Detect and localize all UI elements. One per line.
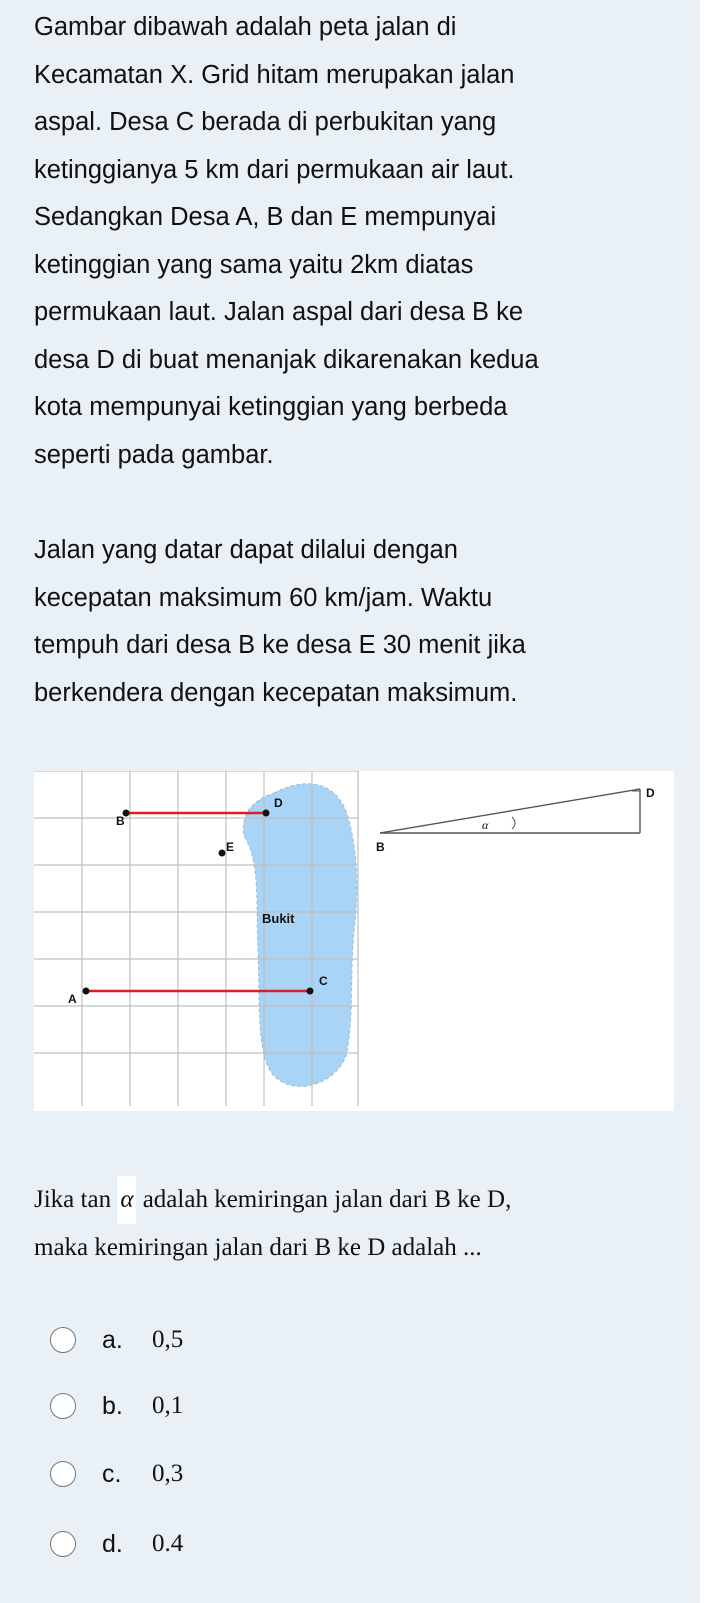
- map-figure: [34, 771, 674, 1111]
- prompt-line-2: maka kemiringan jalan dari B ke D adalah ...: [34, 1234, 482, 1261]
- page-right-margin: [700, 0, 724, 1603]
- option-value: 0,3: [152, 1460, 184, 1487]
- radio-button[interactable]: [50, 1531, 76, 1557]
- option-value: 0.4: [152, 1530, 184, 1557]
- radio-button[interactable]: [50, 1461, 76, 1487]
- question-line: Jalan yang datar dapat dilalui dengan: [34, 536, 458, 564]
- label-hill: Bukit: [262, 911, 295, 926]
- question-line: kota mempunyai ketinggian yang berbeda: [34, 393, 508, 421]
- question-line: desa D di buat menanjak dikarenakan kedua: [34, 345, 539, 374]
- question-prompt: [34, 1176, 674, 1272]
- option-a[interactable]: [50, 1320, 350, 1360]
- question-text: [34, 4, 674, 717]
- question-line: aspal. Desa C berada di perbukitan yang: [34, 108, 497, 136]
- option-c[interactable]: [50, 1454, 350, 1494]
- option-value: 0,1: [152, 1392, 184, 1419]
- option-value: 0,5: [152, 1326, 184, 1353]
- label-b: B: [116, 814, 125, 828]
- question-line: berkendera dengan kecepatan maksimum.: [34, 678, 518, 707]
- option-letter: a.: [102, 1325, 123, 1354]
- hill-area: [243, 784, 356, 1087]
- label-a: A: [68, 992, 77, 1006]
- question-line: Gambar dibawah adalah peta jalan di: [34, 13, 457, 41]
- option-letter: c.: [102, 1459, 122, 1488]
- point-a: [83, 988, 90, 995]
- question-line: permukaan laut. Jalan aspal dari desa B ke: [34, 298, 524, 326]
- prompt-line-1: Jika tan α adalah kemiringan jalan dari B ke D,: [34, 1176, 674, 1224]
- radio-button[interactable]: [50, 1393, 76, 1419]
- slope-triangle: [380, 789, 640, 833]
- map-diagram: [34, 771, 674, 1111]
- question-line: ketinggianya 5 km dari permukaan air laut.: [34, 155, 515, 184]
- option-b[interactable]: [50, 1386, 350, 1426]
- question-line: kecepatan maksimum 60 km/jam. Waktu: [34, 583, 493, 612]
- option-letter: b.: [102, 1391, 123, 1420]
- point-e: [219, 850, 226, 857]
- triangle-label-d: D: [646, 786, 655, 800]
- option-d[interactable]: [50, 1524, 350, 1564]
- point-d: [263, 810, 270, 817]
- alpha-symbol: α: [117, 1176, 136, 1224]
- question-line: Sedangkan Desa A, B dan E mempunyai: [34, 203, 497, 231]
- triangle-label-b: B: [376, 840, 385, 854]
- question-line: ketinggian yang sama yaitu 2km diatas: [34, 250, 474, 279]
- radio-button[interactable]: [50, 1327, 76, 1353]
- question-line: seperti pada gambar.: [34, 440, 274, 469]
- triangle-angle-label: α: [482, 818, 489, 832]
- option-letter: d.: [102, 1529, 123, 1558]
- question-line: Kecamatan X. Grid hitam merupakan jalan: [34, 60, 515, 89]
- question-line: tempuh dari desa B ke desa E 30 menit jika: [34, 631, 526, 659]
- label-e: E: [226, 840, 235, 854]
- label-c: C: [319, 974, 328, 988]
- label-d: D: [274, 796, 283, 810]
- point-c: [307, 988, 314, 995]
